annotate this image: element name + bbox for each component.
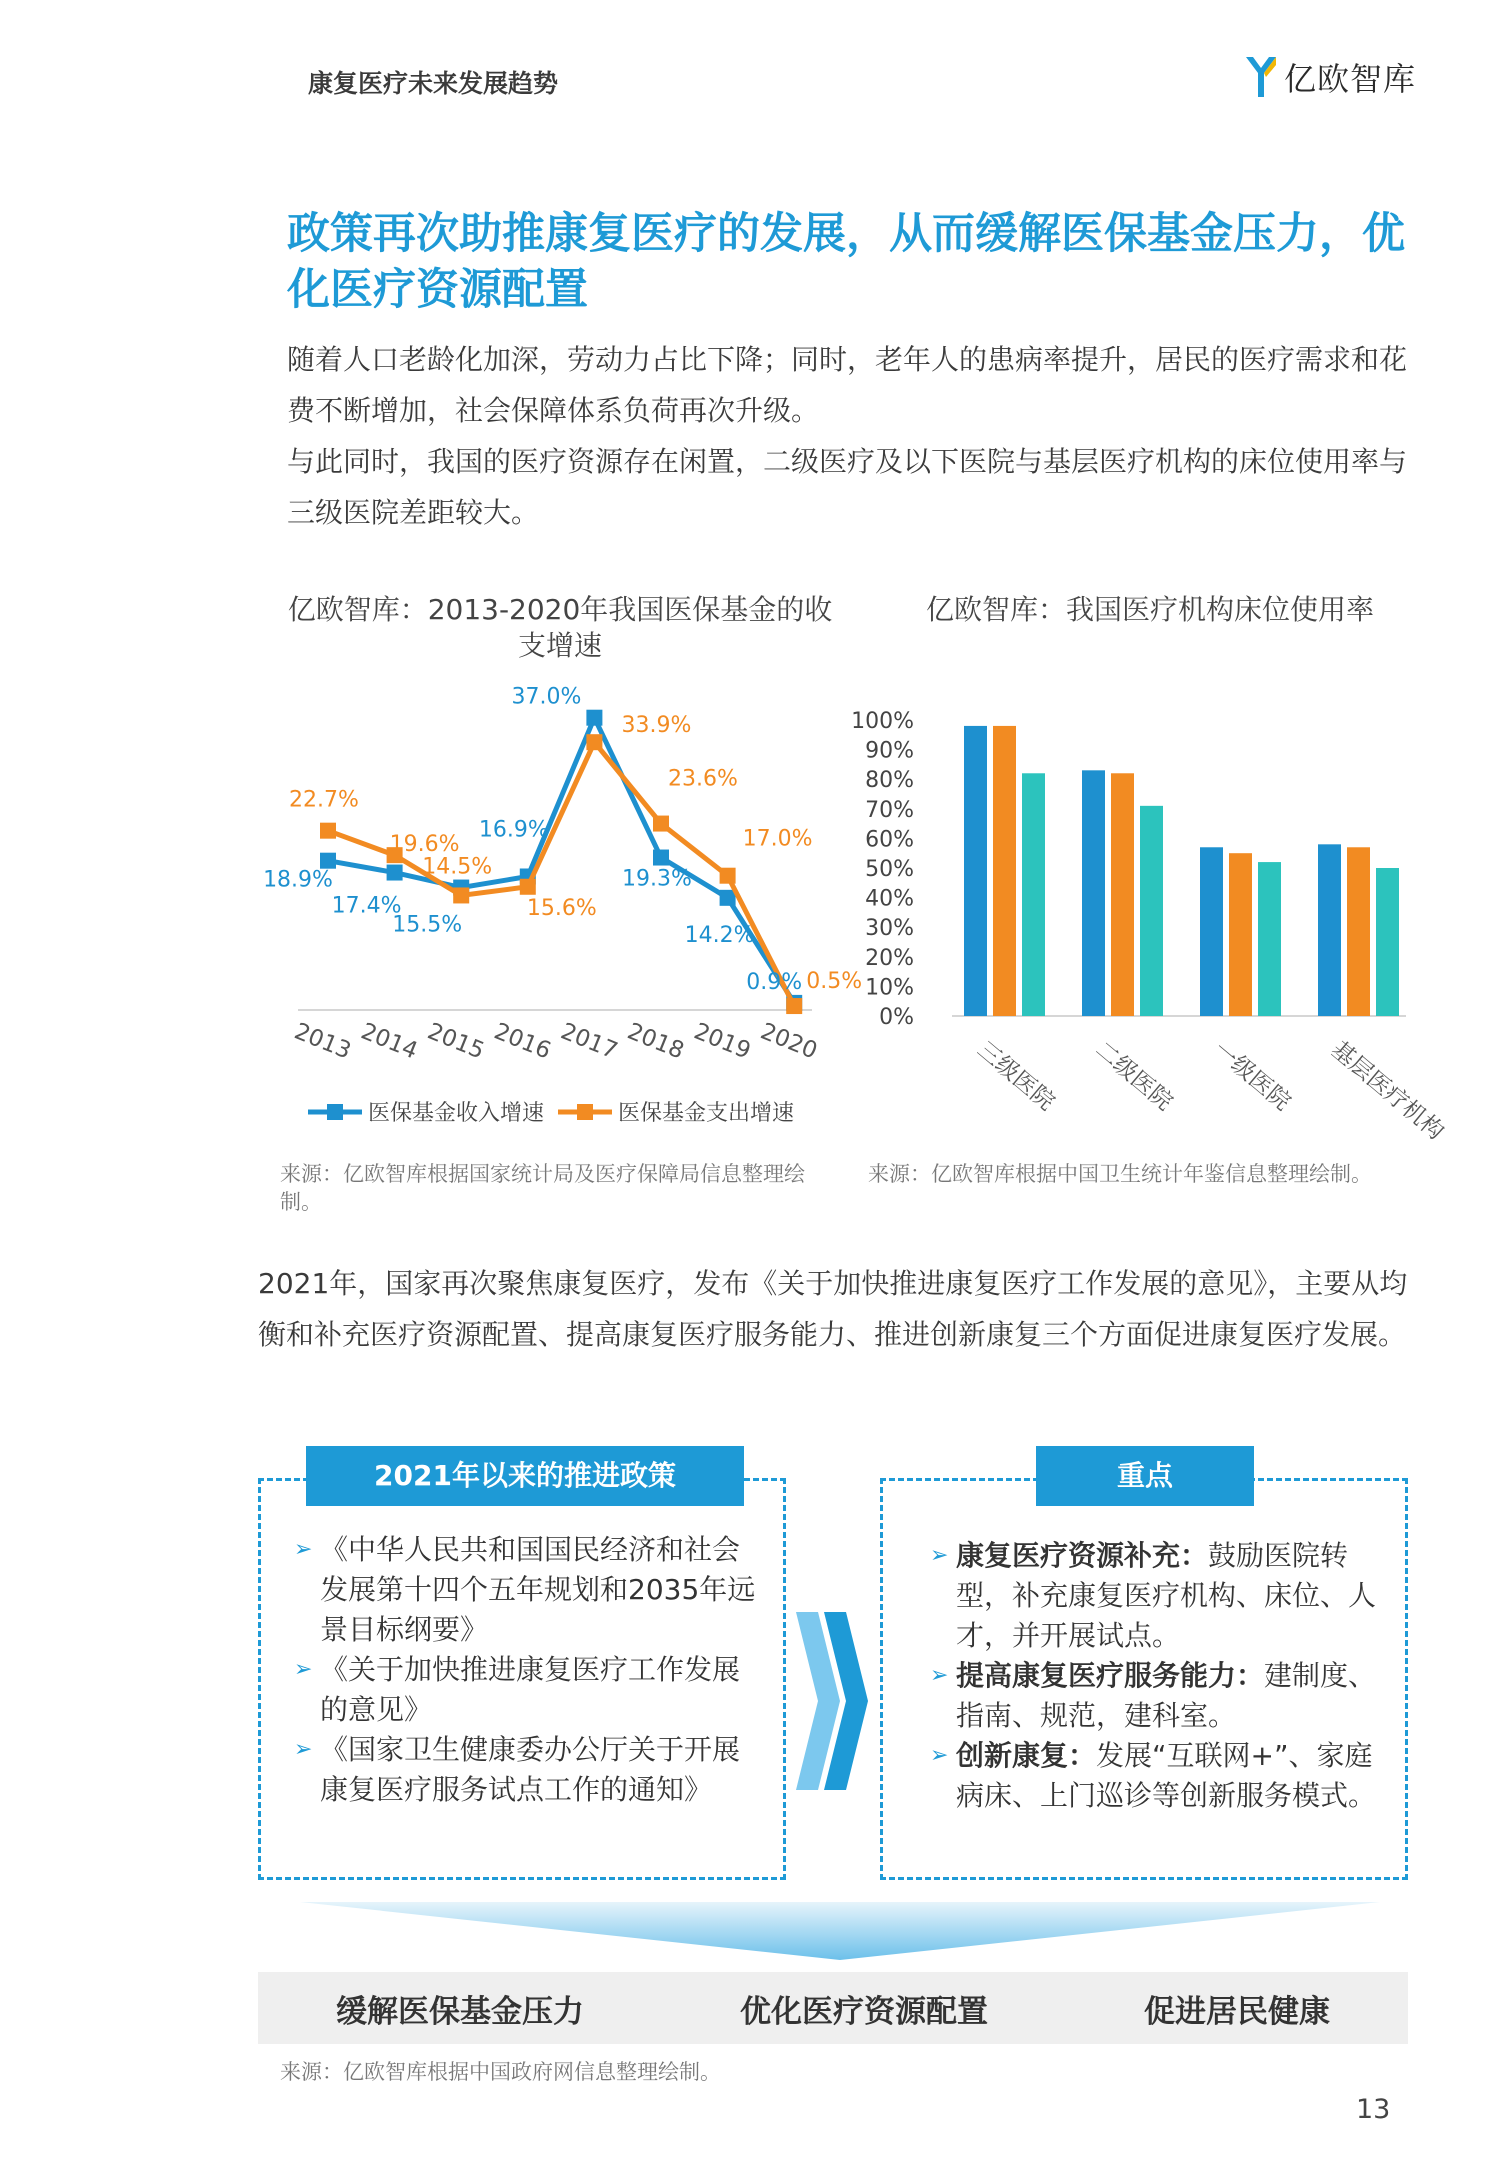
list-item (294, 1730, 764, 1810)
line-data-label: 0.5% (806, 969, 863, 995)
bar-chart (840, 700, 1480, 1146)
focus-key: 创新康复： (956, 1739, 1097, 1772)
focus-text: 建制度、指南、规范，建科室。 (956, 1659, 1377, 1732)
bar-y-tick: 80% (865, 768, 914, 794)
line-data-label: 14.5% (422, 854, 493, 880)
outcome-item: 促进居民健康 (1144, 1993, 1330, 2030)
bar-y-tick: 50% (865, 857, 914, 882)
legend-label: 医保基金支出增速 (618, 1101, 795, 1126)
bullet-icon: ➢ (930, 1663, 949, 1688)
yiou-logo-icon (1244, 55, 1278, 99)
legend-marker (327, 1104, 343, 1120)
intro-paragraph-2: 与此同时，我国的医疗资源存在闲置，二级医疗及以下医院与基层医疗机构的床位使用率与三级医院差距较大。 (287, 445, 1408, 529)
outcomes-bar (258, 1972, 1408, 2044)
bar (1318, 844, 1341, 1016)
line-point (653, 850, 669, 866)
line-data-label: 15.5% (392, 912, 463, 938)
bar-x-tick: 三级医院 (972, 1036, 1060, 1116)
line-x-tick: 2018 (623, 1018, 688, 1065)
bar-y-tick: 70% (865, 797, 914, 823)
bar-y-tick: 20% (865, 945, 914, 971)
page-title: 政策再次助推康复医疗的发展，从而缓解医保基金压力，优化医疗资源配置 (287, 209, 1405, 315)
bar-y-tick: 10% (865, 975, 914, 1001)
bullet-icon: ➢ (930, 1743, 949, 1768)
policies-list (294, 1530, 764, 1810)
line-data-label: 0.9% (746, 969, 803, 995)
outcome-item: 缓解医保基金压力 (336, 1993, 584, 2030)
bar-y-tick: 40% (865, 886, 914, 912)
line-point (586, 710, 602, 726)
line-data-label: 22.7% (289, 787, 359, 813)
bar-x-tick: 基层医疗机构 (1326, 1036, 1449, 1146)
bullet-icon: ➢ (930, 1543, 949, 1568)
bar (1376, 868, 1399, 1016)
focus-heading: 重点 (1036, 1446, 1254, 1506)
bar (1200, 847, 1223, 1016)
bar-y-tick: 100% (851, 709, 914, 734)
line-point (453, 887, 469, 903)
line-point (387, 865, 403, 881)
bar (993, 726, 1016, 1016)
bar (1347, 847, 1370, 1016)
line-data-label: 17.4% (331, 893, 402, 919)
bar (1082, 770, 1105, 1016)
policies-heading: 2021年以来的推进政策 (306, 1446, 744, 1506)
list-item (294, 1650, 764, 1730)
line-x-tick: 2016 (490, 1018, 555, 1065)
bar-chart-title: 亿欧智库：我国医疗机构床位使用率 (925, 593, 1374, 626)
header-title: 康复医疗未来发展趋势 (308, 69, 559, 98)
bar (1258, 862, 1281, 1016)
policy-text: 《关于加快推进康复医疗工作发展的意见》 (320, 1653, 741, 1726)
line-point (520, 879, 536, 895)
line-point (720, 890, 736, 906)
line-data-label: 15.6% (526, 895, 597, 921)
line-data-label: 37.0% (511, 684, 582, 710)
line-chart-source: 来源：亿欧智库根据国家统计局及医疗保障局信息整理绘制。 (280, 1162, 805, 1214)
funnel-arrow-icon (300, 1902, 1380, 1960)
line-x-tick: 2013 (290, 1018, 355, 1065)
line-data-label: 17.0% (742, 826, 813, 852)
legend-item (558, 1101, 794, 1126)
bar (1022, 773, 1045, 1016)
focus-text: 鼓励医院转型，补充康复医疗机构、床位、人才，并开展试点。 (956, 1539, 1377, 1652)
line-point (653, 816, 669, 832)
legend-item (308, 1101, 544, 1126)
line-data-label: 14.2% (684, 922, 755, 948)
bar-x-tick: 二级医院 (1090, 1036, 1178, 1116)
line-point (720, 868, 736, 884)
line-point (320, 823, 336, 839)
list-item (930, 1656, 1388, 1736)
focus-key: 康复医疗资源补充： (956, 1539, 1209, 1572)
line-point (586, 734, 602, 750)
outcome-item: 优化医疗资源配置 (740, 1993, 988, 2030)
bar-y-tick: 60% (865, 827, 914, 853)
line-x-tick: 2019 (690, 1018, 755, 1065)
bullet-icon: ➢ (294, 1537, 313, 1562)
logo (1244, 54, 1416, 100)
logo-text: 亿欧智库 (1284, 60, 1417, 98)
line-point (786, 998, 802, 1014)
legend-label: 医保基金收入增速 (368, 1101, 545, 1126)
list-item (930, 1536, 1388, 1656)
line-data-label: 23.6% (668, 766, 738, 792)
list-item (294, 1530, 764, 1650)
bar (1111, 773, 1134, 1016)
bar-chart-source: 来源：亿欧智库根据中国卫生统计年鉴信息整理绘制。 (868, 1162, 1372, 1186)
flow-source: 来源：亿欧智库根据中国政府网信息整理绘制。 (280, 2060, 721, 2084)
legend-marker (577, 1104, 593, 1120)
list-item (930, 1736, 1388, 1816)
line-data-label: 19.6% (389, 832, 460, 858)
bar-y-tick: 90% (865, 738, 914, 764)
line-data-label: 33.9% (621, 713, 692, 739)
line-chart-title: 亿欧智库：2013-2020年我国医保基金的收支增速 (287, 593, 833, 662)
bar (1140, 806, 1163, 1016)
policy-text: 《中华人民共和国国民经济和社会发展第十四个五年规划和2035年远景目标纲要》 (320, 1533, 756, 1646)
bullet-icon: ➢ (294, 1657, 313, 1682)
chevron-right-icon (796, 1612, 870, 1790)
bar (1229, 853, 1252, 1016)
intro-paragraph-1: 随着人口老龄化加深，劳动力占比下降；同时，老年人的患病率提升，居民的医疗需求和花费不断增加，社会保障体系负荷再次升级。 (287, 343, 1408, 427)
line-data-label: 18.9% (263, 867, 333, 893)
policy-paragraph: 2021年，国家再次聚焦康复医疗，发布《关于加快推进康复医疗工作发展的意见》，主要从均衡和补充医疗资源配置、提高康复医疗服务能力、推进创新康复三个方面促进康复医疗发展。 (258, 1267, 1408, 1351)
line-chart (263, 680, 863, 1140)
line-chart-legend (308, 1101, 794, 1126)
line-x-tick: 2020 (756, 1018, 821, 1065)
line-data-label: 19.3% (622, 866, 692, 892)
bar (964, 726, 987, 1016)
intro-text (287, 334, 1417, 538)
bar-y-tick: 0% (879, 1005, 914, 1030)
line-x-tick: 2014 (357, 1018, 422, 1065)
bar-y-tick: 30% (865, 916, 914, 942)
focus-text: 发展“互联网+”、家庭病床、上门巡诊等创新服务模式。 (956, 1739, 1377, 1812)
bullet-icon: ➢ (294, 1737, 313, 1762)
line-point (320, 853, 336, 869)
policy-text: 《国家卫生健康委办公厅关于开展康复医疗服务试点工作的通知》 (320, 1733, 741, 1806)
line-x-tick: 2015 (423, 1018, 488, 1065)
line-data-label: 16.9% (478, 817, 549, 843)
bar-x-tick: 一级医院 (1208, 1036, 1296, 1116)
page-number: 13 (1356, 2094, 1391, 2125)
focus-list (930, 1536, 1388, 1816)
line-x-tick: 2017 (557, 1018, 622, 1065)
focus-key: 提高康复医疗服务能力： (956, 1659, 1265, 1692)
